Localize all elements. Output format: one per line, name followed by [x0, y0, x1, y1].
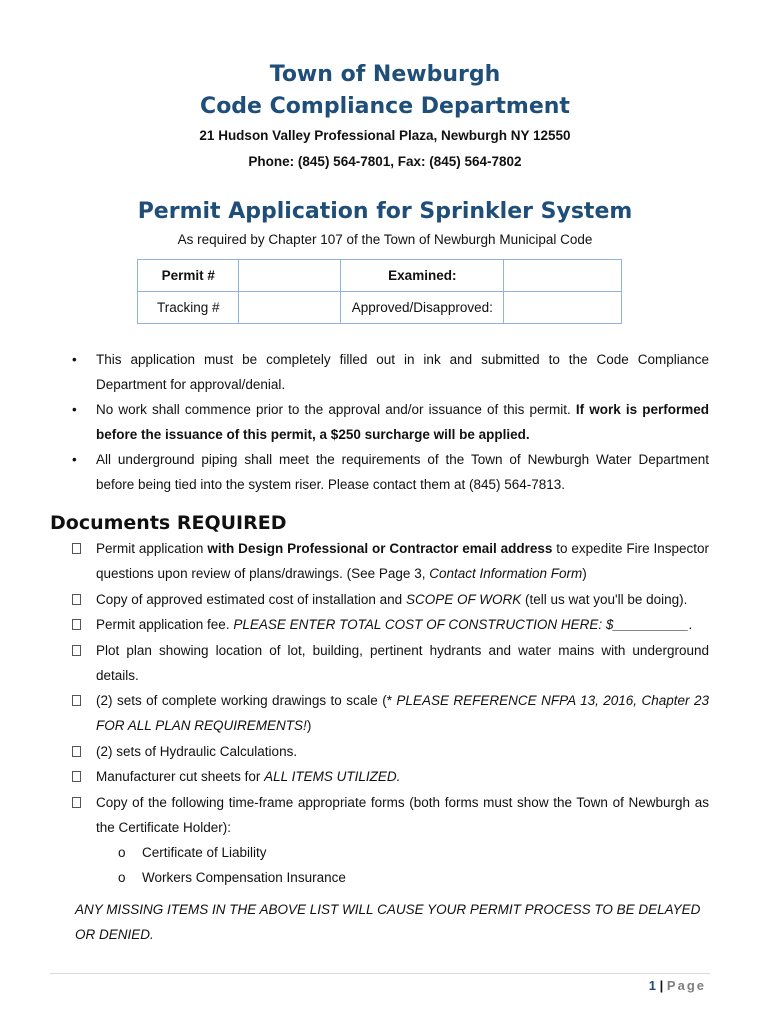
- item-text: (2) sets of Hydraulic Calculations.: [96, 743, 298, 759]
- checkbox-icon[interactable]: [72, 695, 81, 706]
- checkbox-icon[interactable]: [72, 645, 81, 656]
- item-text: Workers Compensation Insurance: [142, 870, 346, 885]
- page-footer: [649, 978, 706, 993]
- instruction-text: All underground piping shall meet the requirements of the Town of Newburgh Water Department before being tied into the system riser. Please contact them at (845) 564-7813.: [96, 452, 709, 492]
- page-separator: |: [659, 978, 664, 993]
- item-text-italic: PLEASE ENTER TOTAL COST OF CONSTRUCTION HERE: $__________: [233, 617, 689, 632]
- item-text-italic: Contact Information Form: [429, 566, 583, 581]
- bullet-icon: •: [72, 402, 77, 417]
- footer-divider: [50, 973, 710, 974]
- item-text: (tell us wat you'll be doing).: [521, 591, 688, 607]
- permit-number-label: Permit #: [138, 260, 239, 292]
- documents-checklist: [72, 536, 709, 890]
- missing-items-warning: ANY MISSING ITEMS IN THE ABOVE LIST WILL CAUSE YOUR PERMIT PROCESS TO BE DELAYED OR DENIED.: [75, 902, 701, 942]
- page-subtitle: As required by Chapter 107 of the Town of Newburgh Municipal Code: [177, 232, 593, 247]
- item-text: Plot plan showing location of lot, building, pertinent hydrants and water mains with underground details.: [96, 642, 709, 683]
- page-number: 1: [648, 978, 657, 993]
- circle-bullet-icon: o: [118, 845, 126, 860]
- circle-bullet-icon: o: [118, 870, 126, 885]
- checkbox-icon[interactable]: [72, 771, 81, 782]
- permit-number-field[interactable]: [239, 260, 341, 292]
- item-text: ): [582, 566, 587, 581]
- bullet-icon: •: [72, 452, 77, 467]
- checklist-item: [72, 688, 709, 738]
- item-text-italic: ALL ITEMS UTILIZED.: [264, 769, 401, 784]
- surcharge-warning: If work is performed before the issuance of this permit, a $250 surcharge will be applied.: [96, 402, 709, 442]
- examined-field[interactable]: [504, 260, 622, 292]
- checklist-item: [72, 764, 709, 789]
- permit-table: [137, 259, 622, 324]
- checklist-item: [72, 739, 709, 764]
- item-text: ): [306, 718, 312, 733]
- item-text: (2) sets of complete working drawings to scale (*: [96, 693, 397, 708]
- checkbox-icon[interactable]: [72, 594, 81, 605]
- checklist-item: [72, 612, 709, 637]
- town-title: Town of Newburgh: [269, 62, 501, 87]
- item-text: Copy of the following time-frame appropriate forms (both forms must show the Town of Newburgh as the Certificate Holder):: [96, 794, 709, 835]
- checkbox-icon[interactable]: [72, 746, 81, 757]
- item-text-italic: PLEASE REFERENCE NFPA 13, 2016, Chapter 23 FOR ALL PLAN REQUIREMENTS!: [96, 693, 710, 733]
- checklist-item: [72, 790, 709, 840]
- page-label: Page: [666, 978, 706, 993]
- item-text: to expedite Fire Inspector questions upon review of plans/drawings. (See Page 3,: [96, 541, 709, 581]
- item-text: .: [688, 617, 693, 632]
- documents-heading: Documents REQUIRED: [50, 512, 287, 534]
- checkbox-icon[interactable]: [72, 543, 81, 554]
- sub-list-item: [72, 865, 709, 890]
- department-title: Code Compliance Department: [200, 94, 570, 119]
- instructions-list: [72, 347, 709, 497]
- item-text-italic: SCOPE OF WORK: [405, 591, 522, 607]
- item-text-bold: with Design Professional or Contractor email address: [207, 541, 553, 556]
- item-text: Certificate of Liability: [142, 845, 267, 860]
- item-text: Permit application fee.: [96, 617, 234, 632]
- approved-label: Approved/Disapproved:: [341, 292, 504, 324]
- bullet-icon: •: [72, 352, 77, 367]
- instruction-text: This application must be completely filled out in ink and submitted to the Code Compliance Department for approval/denial.: [96, 352, 709, 392]
- checklist-item: [72, 536, 709, 586]
- checklist-item: [72, 587, 709, 612]
- checklist-item: [72, 638, 709, 688]
- tracking-number-label: Tracking #: [138, 292, 239, 324]
- item-text: Manufacturer cut sheets for: [96, 769, 265, 784]
- list-item: [72, 347, 709, 397]
- list-item: [72, 447, 709, 497]
- list-item: [72, 397, 709, 447]
- instruction-text: No work shall commence prior to the approval and/or issuance of this permit.: [96, 402, 576, 417]
- checkbox-icon[interactable]: [72, 619, 81, 630]
- examined-label: Examined:: [341, 260, 504, 292]
- checkbox-icon[interactable]: [72, 797, 81, 808]
- page-title: Permit Application for Sprinkler System: [137, 199, 633, 224]
- approved-field[interactable]: [504, 292, 622, 324]
- tracking-number-field[interactable]: [239, 292, 341, 324]
- sub-list-item: [72, 840, 709, 865]
- item-text: Permit application: [96, 541, 208, 556]
- phone-fax: Phone: (845) 564-7801, Fax: (845) 564-7802: [248, 154, 522, 169]
- address: 21 Hudson Valley Professional Plaza, Newburgh NY 12550: [199, 128, 571, 143]
- item-text: Copy of approved estimated cost of installation and: [96, 591, 406, 607]
